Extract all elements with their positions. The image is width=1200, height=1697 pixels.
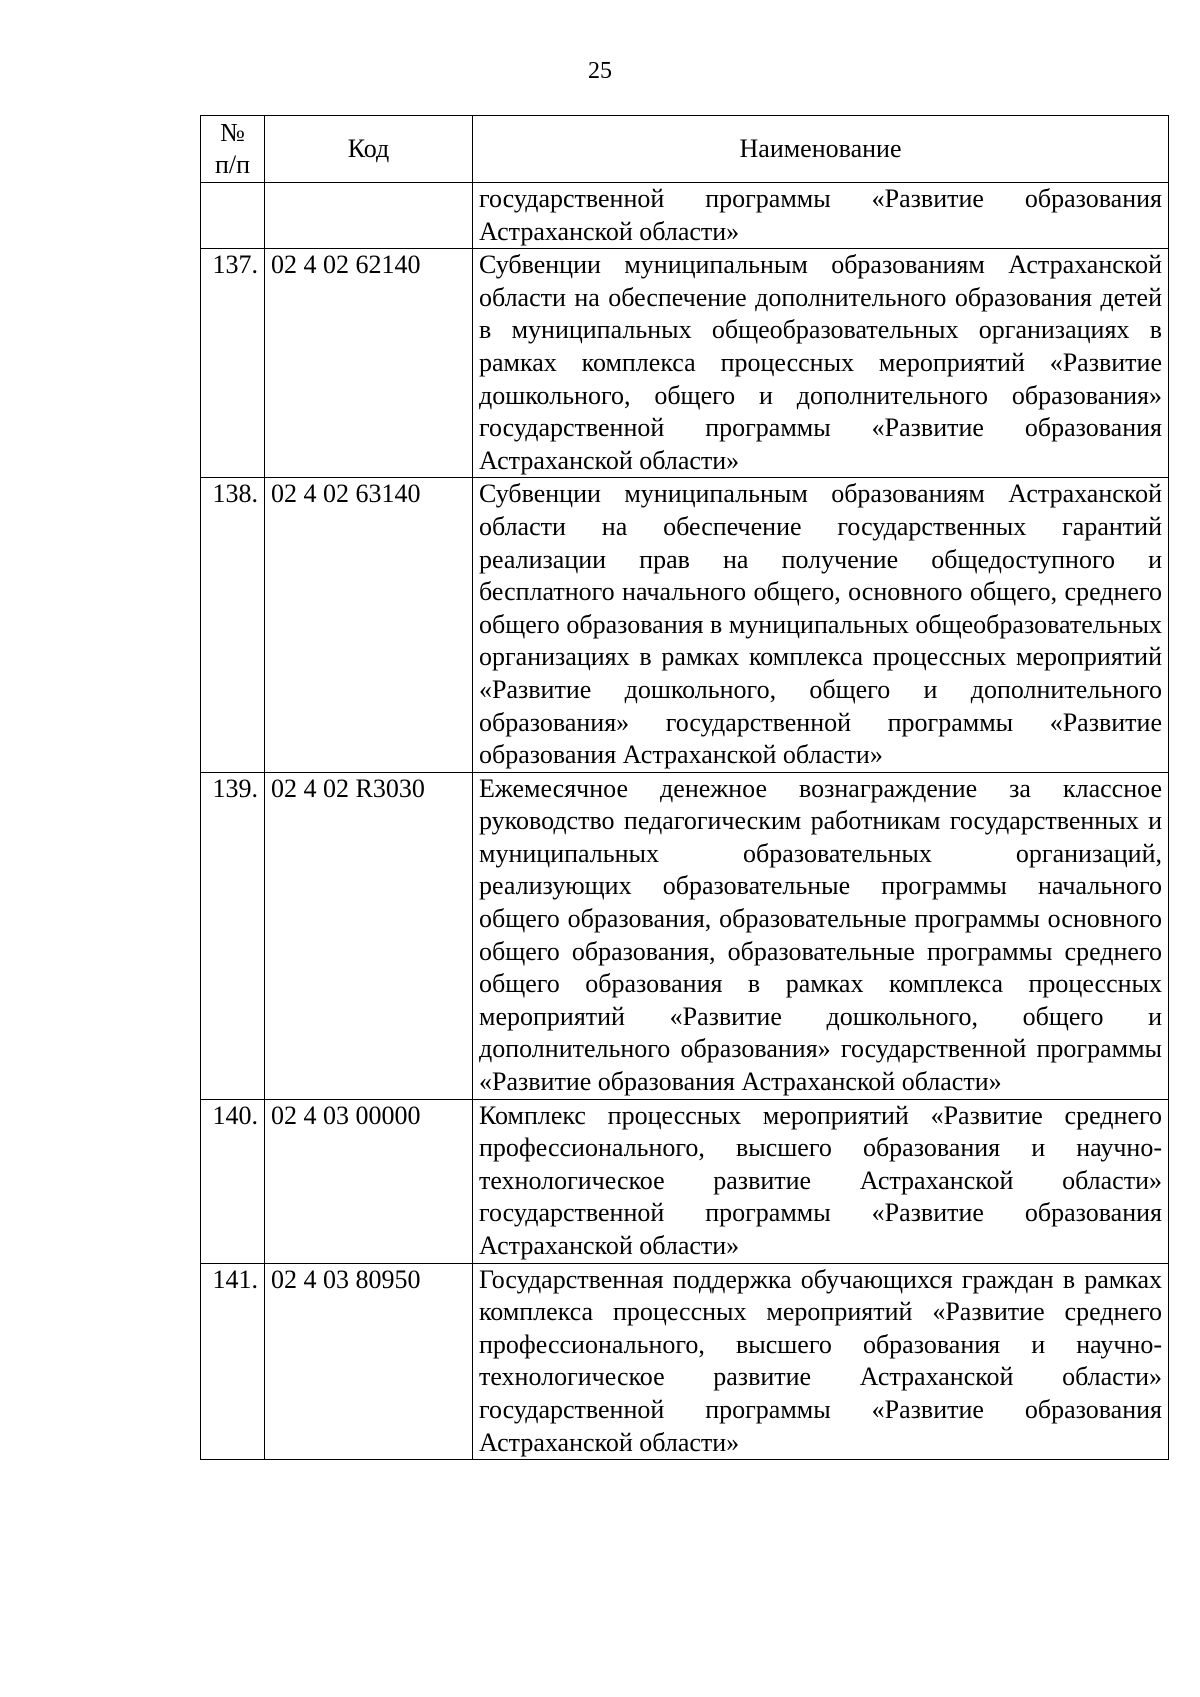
row-code: 02 4 03 00000	[265, 1099, 473, 1263]
row-number: 139.	[201, 772, 265, 1099]
header-name: Наименование	[473, 116, 1169, 183]
row-number: 137.	[201, 249, 265, 478]
header-number-line1: №	[220, 118, 245, 147]
row-number: 138.	[201, 478, 265, 772]
table-row	[201, 1263, 1169, 1460]
table-row	[201, 249, 1169, 478]
row-name: Комплекс процессных мероприятий «Развитие среднего профессионального, высшего образования и научно-технологическое развитие Астраханской области» государственной программы «Развитие образования Астраханской области»	[473, 1099, 1169, 1263]
header-number	[201, 116, 265, 183]
row-code: 02 4 03 80950	[265, 1263, 473, 1460]
row-code	[265, 183, 473, 249]
table-row	[201, 1099, 1169, 1263]
row-code: 02 4 02 R3030	[265, 772, 473, 1099]
row-name: Ежемесячное денежное вознаграждение за классное руководство педагогическим работникам государственных и муниципальных образовательных организаций, реализующих образовательные программы начального общего образования, образовательные программы основного общего образования, образовательные программы среднего общего образования в рамках комплекса процессных мероприятий «Развитие дошкольного, общего и дополнительного образования» государственной программы «Развитие образования Астраханской области»	[473, 772, 1169, 1099]
row-name: государственной программы «Развитие образования Астраханской области»	[473, 183, 1169, 249]
row-code: 02 4 02 63140	[265, 478, 473, 772]
table-row	[201, 478, 1169, 772]
table-row	[201, 183, 1169, 249]
budget-classification-table	[200, 115, 1169, 1460]
row-number: 141.	[201, 1263, 265, 1460]
row-name: Государственная поддержка обучающихся граждан в рамках комплекса процессных мероприятий «Развитие среднего профессионального, высшего образования и научно-технологическое развитие Астраханской области» государственной программы «Развитие образования Астраханской области»	[473, 1263, 1169, 1460]
row-code: 02 4 02 62140	[265, 249, 473, 478]
table-row	[201, 772, 1169, 1099]
row-name: Субвенции муниципальным образованиям Астраханской области на обеспечение государственных гарантий реализации прав на получение общедоступного и бесплатного начального общего, основного общего, среднего общего образования в муниципальных общеобразовательных организациях в рамках комплекса процессных мероприятий «Развитие дошкольного, общего и дополнительного образования» государственной программы «Развитие образования Астраханской области»	[473, 478, 1169, 772]
page-number: 25	[588, 58, 612, 84]
header-number-line2: п/п	[214, 150, 251, 179]
row-number: 140.	[201, 1099, 265, 1263]
table-body	[201, 183, 1169, 1460]
row-number	[201, 183, 265, 249]
header-code: Код	[265, 116, 473, 183]
header-row	[201, 116, 1169, 183]
table-header	[201, 116, 1169, 183]
row-name: Субвенции муниципальным образованиям Астраханской области на обеспечение дополнительного образования детей в муниципальных общеобразовательных организациях в рамках комплекса процессных мероприятий «Развитие дошкольного, общего и дополнительного образования» государственной программы «Развитие образования Астраханской области»	[473, 249, 1169, 478]
